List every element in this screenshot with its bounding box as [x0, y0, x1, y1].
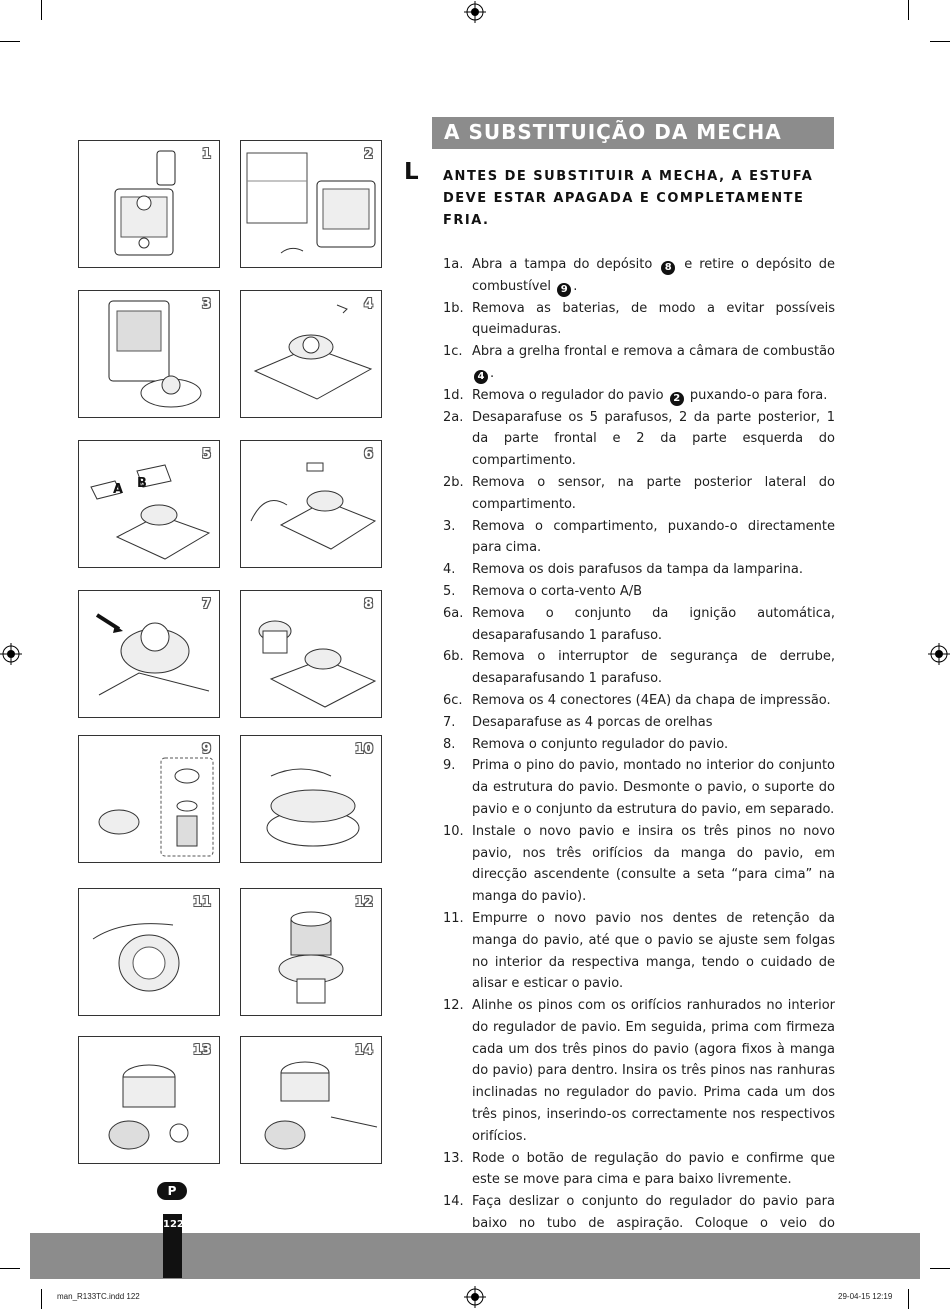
figure-number: 7 — [201, 597, 211, 612]
step-number: 2a. — [443, 409, 464, 425]
figure-number: 11 — [192, 895, 211, 910]
step-item — [443, 603, 835, 647]
step-item — [443, 559, 835, 581]
step-text: Prima o pino do pavio, montado no interior do conjunto da estrutura do pavio. Desmonte o pavio, o suporte do pavio e o conjunto da estrutura do pavio, em separado. — [472, 758, 835, 817]
step-text: Remova o conjunto da ignição automática, desaparafusando 1 parafuso. — [472, 605, 835, 643]
registration-mark-icon — [464, 1, 486, 23]
figure-1 — [78, 140, 220, 268]
step-item — [443, 821, 835, 908]
wick-frame-illustration — [79, 736, 221, 864]
step-number: 11. — [443, 910, 464, 926]
figure-number: 2 — [363, 147, 373, 162]
step-text: Remova as baterias, de modo a evitar possíveis queimaduras. — [472, 300, 835, 338]
step-item — [443, 755, 835, 820]
step-item — [443, 712, 835, 734]
step-text: Remova o conjunto regulador do pavio. — [472, 736, 729, 752]
step-item — [443, 341, 835, 385]
step-number: 3. — [443, 518, 456, 534]
figure-5 — [78, 440, 220, 568]
step-number: 1b. — [443, 300, 464, 316]
step-item — [443, 646, 835, 690]
heater-battery-illustration — [241, 141, 383, 269]
step-number: 6b. — [443, 649, 464, 665]
crop-mark — [0, 1268, 20, 1269]
step-number: 4. — [443, 562, 456, 578]
step-number: 6a. — [443, 605, 464, 621]
registration-mark-icon — [0, 643, 22, 665]
step-number: 7. — [443, 714, 456, 730]
step-number: 12. — [443, 998, 464, 1014]
step-text: Remova o corta-vento A/B — [472, 583, 643, 599]
step-text: Remova o interruptor de segurança de derrube, desaparafusando 1 parafuso. — [472, 649, 835, 687]
step-item — [443, 734, 835, 756]
figure-13 — [78, 1036, 220, 1164]
figure-label-a: A — [113, 482, 124, 497]
figure-number: 9 — [201, 742, 211, 757]
crop-mark — [908, 0, 909, 20]
figure-number: 13 — [192, 1043, 211, 1058]
figure-number: 6 — [363, 447, 373, 462]
heater-grille-illustration — [79, 291, 221, 419]
figure-number: 10 — [354, 742, 373, 757]
figure-number: 14 — [354, 1043, 373, 1058]
figure-9 — [78, 735, 220, 863]
language-letter: L — [404, 159, 419, 185]
step-text: Abra a tampa do depósito 8 e retire o depósito de combustível 9 . — [472, 257, 835, 295]
step-text: Rode o botão de regulação do pavio e confirme que este se move para cima e para baixo livremente. — [472, 1150, 835, 1188]
step-item — [443, 1148, 835, 1192]
figure-number: 1 — [201, 147, 211, 162]
section-title: A SUBSTITUIÇÃO DA MECHA — [444, 120, 782, 144]
step-text: Remova os dois parafusos da tampa da lamparina. — [472, 562, 803, 578]
step-item — [443, 472, 835, 516]
wing-nut-illustration — [79, 591, 221, 719]
figure-10 — [240, 735, 382, 863]
registration-mark-icon — [928, 643, 950, 665]
step-number: 10. — [443, 823, 464, 839]
step-item — [443, 385, 835, 407]
figure-8 — [240, 590, 382, 718]
step-text: Abra a grelha frontal e remova a câmara de combustão 4 . — [472, 344, 835, 382]
file-slug: man_R133TC.indd 122 — [57, 1292, 140, 1301]
crop-mark — [930, 1268, 950, 1269]
crop-mark — [41, 0, 42, 20]
step-item — [443, 908, 835, 995]
figure-label-b: B — [137, 476, 147, 491]
date-slug: 29-04-15 12:19 — [838, 1292, 893, 1301]
part-number-badge: 2 — [670, 392, 684, 406]
figure-number: 12 — [354, 895, 373, 910]
step-text: Remova o regulador do pavio 2 puxando-o para fora. — [472, 387, 828, 404]
steps-list — [443, 254, 835, 1257]
figure-6 — [240, 440, 382, 568]
step-item — [443, 690, 835, 712]
burner-assembly-illustration — [241, 291, 383, 419]
figure-2 — [240, 140, 382, 268]
step-item — [443, 516, 835, 560]
figure-number: 5 — [201, 447, 211, 462]
step-text: Remova os 4 conectores (4EA) da chapa de impressão. — [472, 692, 831, 708]
step-text: Faça deslizar o conjunto do regulador do pavio para baixo no tubo de aspiração. Coloque o veio do — [472, 1194, 835, 1232]
ignition-assembly-illustration — [241, 441, 383, 569]
crop-mark — [930, 41, 950, 42]
heater-tank-illustration — [79, 141, 221, 269]
part-number-badge: 9 — [557, 283, 571, 297]
figure-12 — [240, 888, 382, 1016]
figure-4 — [240, 290, 382, 418]
step-number: 14. — [443, 1194, 464, 1210]
step-item — [443, 298, 835, 342]
part-number-badge: 8 — [661, 261, 675, 275]
figure-number: 4 — [363, 297, 373, 312]
step-number: 6c. — [443, 692, 463, 708]
figure-14 — [240, 1036, 382, 1164]
step-text: Remova o compartimento, puxando-o directamente para cima. — [472, 518, 835, 556]
step-number: 1a. — [443, 257, 464, 272]
figure-7 — [78, 590, 220, 718]
step-text: Empurre o novo pavio nos dentes de retenção da manga do pavio, até que o pavio se ajuste sem folgas no interior da respectiva manga, tendo o cuidado de alisar e esticar o pavio. — [472, 910, 835, 992]
crop-mark — [908, 1289, 909, 1309]
step-number: 5. — [443, 583, 456, 599]
figure-3 — [78, 290, 220, 418]
step-number: 1d. — [443, 387, 464, 403]
step-item — [443, 407, 835, 472]
wick-regulator-illustration — [241, 591, 383, 719]
wind-guard-illustration — [79, 441, 221, 569]
step-number: 9. — [443, 758, 456, 774]
step-item — [443, 254, 835, 298]
step-number: 13. — [443, 1150, 464, 1166]
step-number: 8. — [443, 736, 456, 752]
registration-mark-icon — [464, 1286, 486, 1308]
step-text: Desaparafuse os 5 parafusos, 2 da parte posterior, 1 da parte frontal e 2 da parte esquerda do compartimento. — [472, 409, 835, 469]
section-title-bar — [432, 117, 834, 149]
step-text: Remova o sensor, na parte posterior lateral do compartimento. — [472, 474, 835, 512]
crop-mark — [41, 1289, 42, 1309]
language-badge: P — [157, 1182, 187, 1200]
step-number: 2b. — [443, 474, 464, 490]
warning-text: ANTES DE SUBSTITUIR A MECHA, A ESTUFA DEVE ESTAR APAGADA E COMPLETAMENTE FRIA. — [443, 169, 814, 228]
step-item — [443, 581, 835, 603]
crop-mark — [0, 41, 20, 42]
step-item — [443, 995, 835, 1148]
step-text: Instale o novo pavio e insira os três pinos no novo pavio, nos três orifícios da manga do pavio, em direcção ascendente (consulte a seta “para cima” na manga do pavio). — [472, 823, 835, 905]
page-number: 122 — [163, 1219, 184, 1230]
part-number-badge: 4 — [474, 370, 488, 384]
figure-11 — [78, 888, 220, 1016]
step-number: 1c. — [443, 344, 463, 360]
figure-number: 3 — [201, 297, 211, 312]
step-text: Alinhe os pinos com os orifícios ranhurados no interior do regulador de pavio. Em seguida, prima com firmeza cada um dos três pinos do pavio (agora fixos à manga do pavio) para dentro. Insira os três pinos nas ranhuras inclinadas no regulador do pavio. Prima cada um dos três pinos, inserindo-os correctamente nos respectivos orifícios. — [472, 998, 835, 1144]
figure-number: 8 — [363, 597, 373, 612]
step-text: Desaparafuse as 4 porcas de orelhas — [472, 714, 713, 730]
